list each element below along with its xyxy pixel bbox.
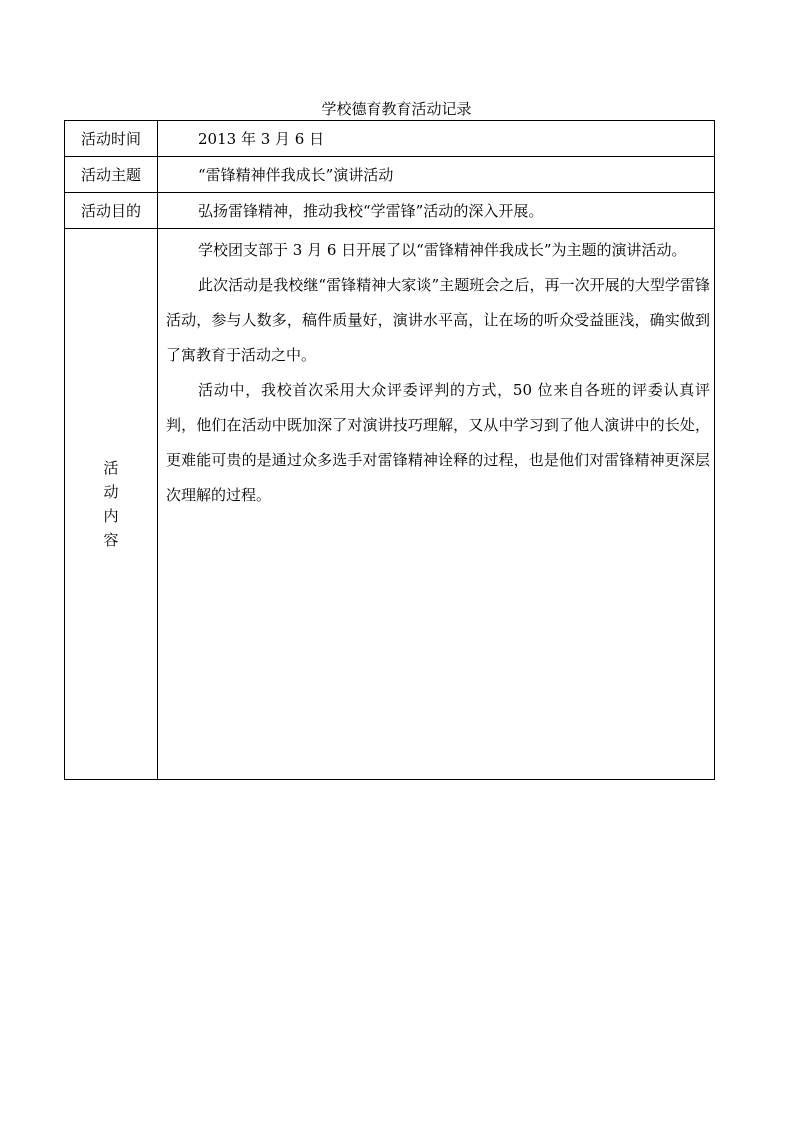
label-activity-theme: 活动主题	[65, 157, 158, 193]
label-char: 容	[103, 531, 119, 549]
table-row-content	[65, 229, 715, 780]
value-activity-purpose: 弘扬雷锋精神，推动我校“学雷锋”活动的深入开展。	[158, 193, 715, 229]
document-title: 学校德育教育活动记录	[321, 100, 472, 118]
value-activity-theme: “雷锋精神伴我成长”演讲活动	[158, 157, 715, 193]
label-activity-time: 活动时间	[65, 121, 158, 157]
content-paragraph: 活动中，我校首次采用大众评委评判的方式，50 位来自各班的评委认真评判，他们在活动中既加深了对演讲技巧理解，又从中学习到了他人演讲中的长处，更难能可贵的是通过众多选手对雷锋精神诠释的过程，也是他们对雷锋精神更深层次理解的过程。	[166, 381, 710, 504]
content-paragraph: 学校团支部于 3 月 6 日开展了以“雷锋精神伴我成长”为主题的演讲活动。	[198, 241, 687, 259]
value-activity-time: 2013 年 3 月 6 日	[158, 121, 715, 157]
label-char: 内	[103, 507, 119, 525]
activity-content-body	[158, 229, 715, 780]
label-char: 活	[103, 459, 119, 477]
table-row-time	[65, 121, 715, 157]
table-row-theme	[65, 157, 715, 193]
activity-record-table	[64, 120, 715, 780]
table-row-purpose	[65, 193, 715, 229]
label-activity-content	[65, 229, 158, 780]
content-paragraph: 此次活动是我校继“雷锋精神大家谈”主题班会之后，再一次开展的大型学雷锋活动，参与人数多，稿件质量好，演讲水平高，让在场的听众受益匪浅，确实做到了寓教育于活动之中。	[166, 276, 710, 364]
label-char: 动	[103, 483, 119, 501]
label-activity-purpose: 活动目的	[65, 193, 158, 229]
